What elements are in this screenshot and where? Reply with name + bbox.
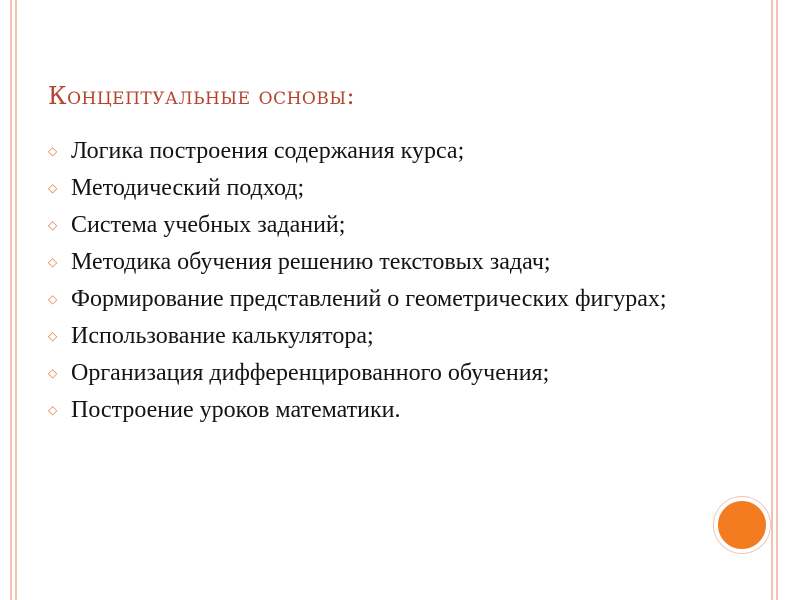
right-border-line-outer [776,0,778,600]
diamond-outline-icon: ◇ [48,329,58,343]
list-item [48,321,748,351]
list-item [48,136,748,166]
bullet-text: Логика построения содержания курса; [71,138,465,164]
slide-title: Концептуальные основы: [48,82,356,110]
list-item [48,395,748,425]
list-item [48,358,748,388]
bullet-text: Система учебных заданий; [71,212,346,238]
diamond-outline-icon: ◇ [48,144,58,158]
diamond-outline-icon: ◇ [48,255,58,269]
bullet-text: Организация дифференцированного обучения; [71,360,550,386]
right-border-line-inner [771,0,773,600]
bullet-text: Использование калькулятора; [71,323,374,349]
diamond-outline-icon: ◇ [48,181,58,195]
left-border-line-outer [10,0,12,600]
list-item [48,210,748,240]
bullet-text: Методика обучения решению текстовых задач; [71,249,551,275]
decorative-circle [714,497,770,553]
bullet-text: Формирование представлений о геометрических фигурах; [71,286,667,312]
list-item [48,173,748,203]
diamond-outline-icon: ◇ [48,218,58,232]
list-item [48,247,748,277]
left-border-line-inner [15,0,17,600]
diamond-outline-icon: ◇ [48,366,58,380]
bullet-list [48,136,748,432]
list-item [48,284,748,314]
bullet-text: Методический подход; [71,175,305,201]
diamond-outline-icon: ◇ [48,292,58,306]
bullet-text: Построение уроков математики. [71,397,401,423]
diamond-outline-icon: ◇ [48,403,58,417]
